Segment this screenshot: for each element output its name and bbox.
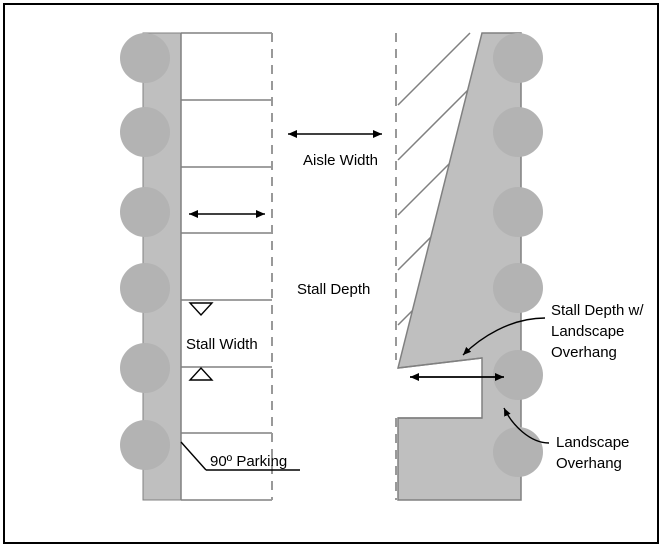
stall-depth-label: Stall Depth <box>297 281 371 298</box>
tree-icon <box>493 107 543 157</box>
parking-angle-label: 90º Parking <box>210 453 288 470</box>
tree-icon <box>120 343 170 393</box>
aisle-width-label: Aisle Width <box>303 152 379 169</box>
stall-depth-overhang-label-line3: Overhang <box>551 344 617 361</box>
landscape-overhang-label-line2: Overhang <box>556 455 622 472</box>
tree-icon <box>120 420 170 470</box>
stall-width-label: Stall Width <box>186 336 258 353</box>
stall-depth-overhang-label-line1: Stall Depth w/ <box>551 302 644 319</box>
tree-icon <box>120 187 170 237</box>
tree-icon <box>120 33 170 83</box>
tree-icon <box>493 33 543 83</box>
tree-icon <box>493 187 543 237</box>
tree-icon <box>493 263 543 313</box>
tree-icon <box>120 107 170 157</box>
landscape-overhang-label-line1: Landscape <box>556 434 630 451</box>
tree-icon <box>120 263 170 313</box>
stall-depth-overhang-label-line2: Landscape <box>551 323 625 340</box>
tree-icon <box>493 350 543 400</box>
tree-icon <box>493 427 543 477</box>
